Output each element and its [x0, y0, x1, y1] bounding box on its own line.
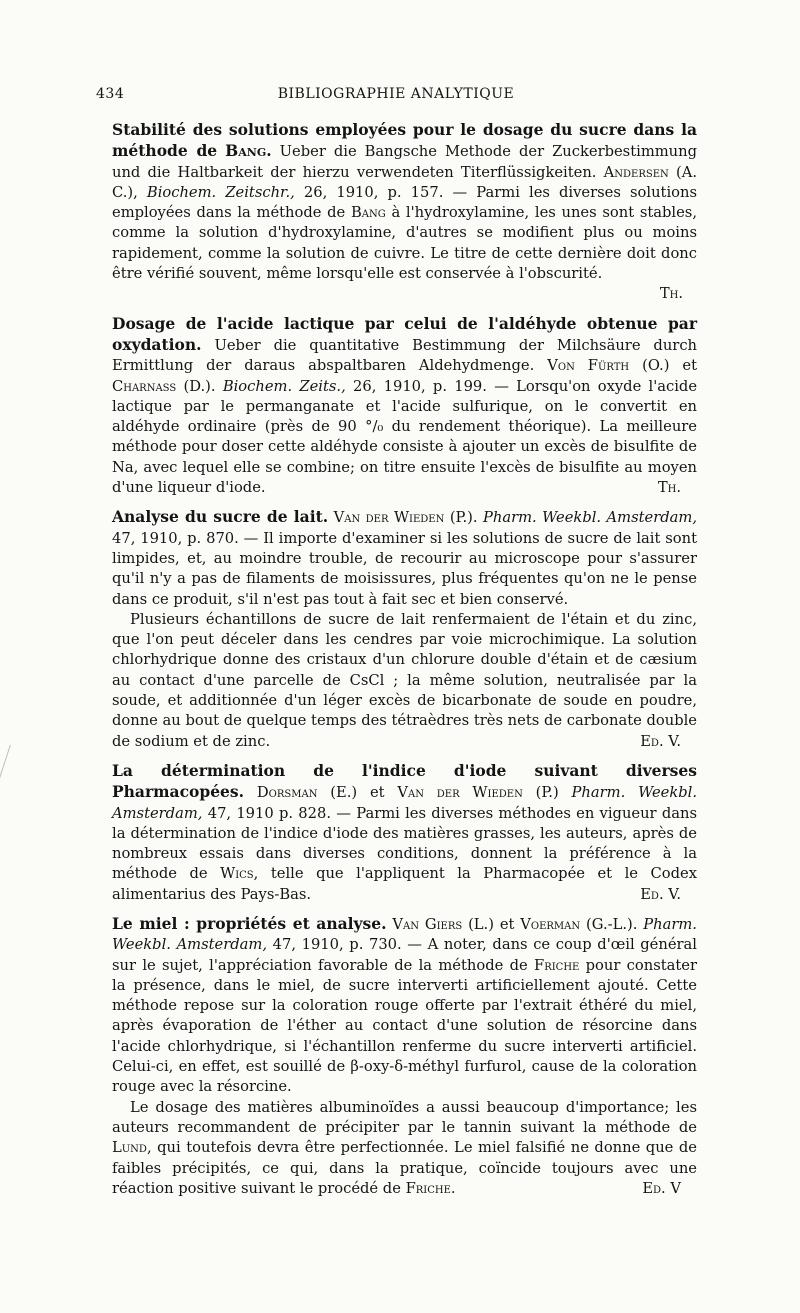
- article-title-name: Bang: [225, 141, 267, 161]
- author-2-initials: (G.-L.).: [586, 915, 638, 933]
- article-author-1: Von Fürth: [547, 357, 630, 375]
- article-title: Analyse du sucre de lait.: [112, 507, 329, 527]
- cited-name: Friche: [534, 956, 580, 974]
- article-subtitle: Ueber die Bangsche Methode der Zuckerbestimmung und die Haltbarkeit der hierzu verwendeten Titerflüssigkeiten.: [112, 143, 697, 181]
- author-1-initials: (L.) et: [468, 915, 515, 933]
- article-author-2: Van der Wieden: [397, 784, 523, 802]
- article-title: Stabilité des solutions employées pour le dosage du sucre dans la méthode de: [112, 120, 697, 161]
- article-2-paragraph: [112, 314, 697, 499]
- article-signature: Th.: [659, 285, 683, 303]
- article-author-1: Van Giers: [392, 915, 463, 933]
- article-title: La détermination de l'indice d'iode suivant diverses Pharmacopées.: [112, 760, 697, 802]
- article-signature: Ed. V.: [640, 732, 681, 750]
- article-list: [112, 120, 697, 1208]
- cited-name: Bang: [350, 204, 386, 222]
- article-4-paragraph: [112, 761, 697, 905]
- journal-name: Pharm. Weekbl. Amsterdam,: [112, 784, 698, 822]
- author-2-initials: (D.).: [183, 377, 216, 395]
- cited-name-2: Lund: [112, 1139, 147, 1157]
- article-3-paragraph-2: [112, 610, 697, 752]
- journal-name: Pharm. Weekbl. Amsterdam,: [482, 509, 697, 527]
- article-subtitle: Ueber die quantitative Bestimmung der Milchsäure durch Ermittlung der daraus abspaltbaren Aldehydmenge.: [112, 336, 698, 375]
- margin-mark: [0, 745, 23, 781]
- article-3-paragraph: [112, 507, 697, 609]
- citation-text: 26, 1910, p. 157. — Parmi les diverses solutions employées dans la méthode de: [112, 183, 697, 222]
- article-4: [112, 761, 697, 905]
- article-text-2: Le dosage des matières albuminoïdes a aussi beaucoup d'importance; les auteurs recommandent de précipiter par le tannin suivant la méthode de: [112, 1098, 697, 1136]
- author-1-initials: (E.) et: [330, 784, 385, 802]
- cited-name-3: Friche: [405, 1179, 451, 1197]
- article-text: 26, 1910, p. 199. — Lorsqu'on oxyde l'acide lactique par le permanganate et l'acide sulfurique, on le convertit en aldéhyde ordinaire (près de 90 °/₀ du rendement théorique). La meilleure méthode pour doser cette aldéhyde consiste à ajouter un excès de bisulfite de Na, avec lequel elle se combine; on titre ensuite l'excès de bisulfite au moyen d'une liqueur d'iode.: [112, 377, 698, 497]
- article-5-paragraph-2: Le dosage des matières albuminoïdes a aussi beaucoup d'importance; les auteurs recommandent de précipiter par le tannin suivant la méthode de Lund, qui toutefois devra être perfectionnée. Le miel falsifié ne donne que de faibles précipités, ce qui, dans la pratique, coïncide toujours avec une réaction positive suivant le procédé de Friche. Ed. V: [112, 1098, 697, 1199]
- article-2: [112, 314, 697, 499]
- article-text-end: , telle que l'appliquent la Pharmacopée et le Codex alimentarius des Pays-Bas.: [112, 865, 697, 903]
- article-signature: Ed. V: [642, 1179, 681, 1197]
- article-text: à l'hydroxylamine, les unes sont stables, comme la solution d'hydroxylamine, d'autres se modifient plus ou moins rapidement, comme la solution de cuivre. Le titre de cette dernière doit donc être vérifié souvent, même lorsqu'elle est conservée à l'obscurité.: [112, 204, 698, 283]
- article-author: Van der Wieden: [333, 509, 445, 527]
- author-initials: (P.).: [449, 509, 478, 527]
- article-text-b: pour constater la présence, dans le miel, de sucre interverti artificiellement ajouté. Cette méthode repose sur la coloration rouge offerte par l'extrait éthéré du miel, après évaporation de l'éther au contact d'une solution de résorcine dans l'acide chlorhydrique, si l'échantillon renferme du sucre interverti artificiel. Celui-ci, en effet, est souillé de β-oxy-δ-méthyl furfurol, cause de la coloration rouge avec la résorcine.: [112, 956, 698, 1096]
- page-header: [96, 86, 696, 106]
- author-initials: (A. C.),: [112, 163, 697, 201]
- article-author-1: Dorsman: [256, 784, 318, 802]
- article-title: Dosage de l'acide lactique par celui de l'aldéhyde obtenue par oxydation.: [112, 313, 697, 354]
- article-text-2: Plusieurs échantillons de sucre de lait renfermaient de l'étain et du zinc, que l'on peut déceler dans les cendres par voie microchimique. La solution chlorhydrique donne des cristaux d'un chlorure double d'étain et de cæsium au contact d'une parcelle de CsCl ; la même solution, neutralisée par la soude, et additionnée d'un léger excès de bicarbonate de soude en poudre, donne au bout de quelque temps des tétraèdres très nets de carbonate double de sodium et de zinc.: [112, 610, 697, 750]
- cited-name: Wics: [220, 865, 254, 883]
- article-title: Le miel : propriétés et analyse.: [112, 913, 387, 933]
- journal-name: Biochem. Zeitschr.,: [146, 183, 295, 201]
- article-text-2-b: , qui toutefois devra être perfectionnée. Le miel falsifié ne donne que de faibles précipités, ce qui, dans la pratique, coïncide toujours avec une réaction positive suivant le procédé de: [112, 1139, 697, 1197]
- article-text: 47, 1910 p. 828. — Parmi les diverses méthodes en vigueur dans la détermination de l'indice d'iode des matières grasses, les auteurs, après de nombreux essais dans diverses conditions, donnent la préférence à la méthode de: [112, 804, 697, 883]
- article-signature: Th.: [657, 479, 681, 497]
- article-author-2: Voerman: [520, 915, 581, 933]
- article-5-paragraph: [112, 914, 697, 1098]
- journal-name: Pharm. Weekbl. Amsterdam,: [112, 915, 697, 954]
- author-1-initials: (O.) et: [642, 357, 697, 375]
- article-text: 47, 1910, p. 870. — Il importe d'examiner si les solutions de sucre de lait sont limpides, et, au moindre trouble, de recourir au microscope pour s'assurer qu'il n'y a pas de filaments de moisissures, plus fréquentes qu'on ne le pense dans ce produit, s'il n'est pas tout à fait sec et bien conservé.: [112, 529, 697, 608]
- article-1-paragraph: Stabilité des solutions employées pour le dosage du sucre dans la méthode de Bang. Ueber die Bangsche Methode der Zuckerbestimmung und die Haltbarkeit der hierzu verwendeten Titerflüssigkeiten. Andersen (A. C.), Biochem. Zeitschr., 26, 1910, p. 157. — Parmi les diverses solutions employées dans la méthode de Bang à l'hydroxylamine, les unes sont stables, comme la solution d'hydroxylamine, d'autres se modifient plus ou moins rapidement, comme la solution de cuivre. Le titre de cette dernière doit donc être vérifié souvent, même lorsqu'elle est conservée à l'obscurité.: [112, 120, 698, 283]
- article-author: Andersen: [603, 163, 669, 181]
- running-head: BIBLIOGRAPHIE ANALYTIQUE: [277, 86, 515, 102]
- article-5: [112, 914, 697, 1199]
- article-text: 47, 1910, p. 730. — A noter, dans ce coup d'œil général sur le sujet, l'appréciation favorable de la méthode de: [112, 936, 697, 974]
- article-3: [112, 507, 697, 752]
- article-author-2: Charnass: [112, 377, 177, 395]
- author-2-initials: (P.): [535, 784, 559, 802]
- page-number: 434: [96, 86, 125, 102]
- article-1: [112, 120, 697, 305]
- article-signature: Ed. V.: [640, 885, 681, 903]
- journal-name: Biochem. Zeits.,: [222, 377, 346, 395]
